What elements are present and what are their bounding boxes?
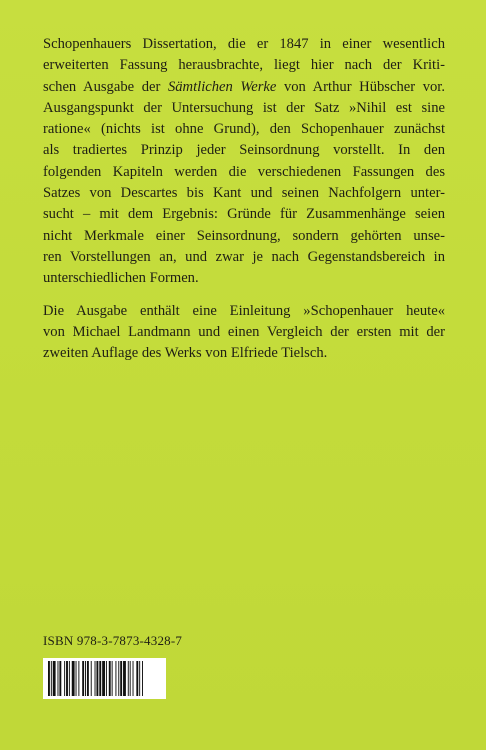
text-line [43,226,445,247]
text-line [43,119,445,140]
text-run: als tradiertes Prinzip jeder Seinsordnung vorstellt. In den [43,142,445,159]
barcode-bar [69,661,70,696]
text-run: ren Vorstellungen an, und zwar je nach Gegenstandsbereich in [43,248,445,265]
barcode-bar [96,661,98,696]
text-run: folgenden Kapiteln werden die verschiedenen Fassungen des [43,163,445,180]
text-run: erweiterten Fassung herausbrachte, liegt hier nach der Kriti- [43,57,445,74]
barcode-bar [58,661,59,696]
barcode-bar [82,661,84,696]
text-run: zweiten Auflage des Werks von Elfriede Tielsch. [43,345,328,362]
isbn-barcode [43,658,166,699]
barcode-bar [139,661,140,696]
barcode-bar [142,661,143,696]
barcode-bar [95,661,96,696]
text-line [43,55,445,76]
blurb-paragraph [43,34,445,290]
text-line [43,34,445,55]
text-run: Die Ausgabe enthält eine Einleitung »Schopenhauer heute« [43,302,445,319]
barcode-bar [48,661,50,696]
barcode-bar [128,661,129,696]
text-run: ratione« (nichts ist ohne Grund), den Schopenhauer zunächst [43,121,445,138]
barcode-bar [66,661,68,696]
text-run: Ausgangspunkt der Untersuchung ist der Satz »Nihil est sine [43,99,445,116]
barcode-bar [120,661,122,696]
barcode-bar [106,661,107,696]
text-line [43,268,445,289]
blurb-paragraph [43,301,445,365]
barcode-bar [85,661,86,696]
barcode-bar [53,661,56,696]
barcode-graphic [43,658,166,699]
barcode-bar [51,661,52,696]
barcode-bar [87,661,89,696]
barcode-bar [133,661,134,696]
barcode-bar [115,661,116,696]
barcode-bar [99,661,101,696]
text-line [43,247,445,268]
text-line [43,98,445,119]
text-run: nicht Merkmale einer Seinsordnung, sondern gehörten unse- [43,227,445,244]
text-run: von Michael Landmann und einen Vergleich der ersten mit der [43,323,445,340]
barcode-bar [118,661,119,696]
text-line [43,301,445,322]
barcode-bar [109,661,111,696]
text-line [43,140,445,161]
barcode-bar [91,661,92,696]
text-run: schen Ausgabe der [43,78,168,95]
barcode-bar [136,661,138,696]
text-run: Satzes von Descartes bis Kant und seinen Nachfolgern unter- [43,185,445,202]
barcode-bar [78,661,79,696]
isbn-number: ISBN 978-3-7873-4328-7 [43,633,183,648]
text-run: sucht – mit dem Ergebnis: Gründe für Zusammenhänge seien [43,206,445,223]
text-line [43,343,445,364]
barcode-bar [130,661,131,696]
text-run: unterschiedlichen Formen. [43,270,199,287]
barcode-bar [64,661,65,696]
barcode-bar [76,661,77,696]
italic-title: Sämtlichen Werke [167,78,277,95]
barcode-bar [72,661,75,696]
barcode-bar [59,661,61,696]
text-line [43,204,445,225]
barcode-bar [102,661,105,696]
barcode-bar [112,661,113,696]
text-line [43,77,445,98]
text-run: Schopenhauers Dissertation, die er 1847 in einer wesentlich [43,36,445,52]
blurb-text [43,34,445,364]
text-line [43,162,445,183]
barcode-bar [123,661,126,696]
text-run: von Arthur Hübscher vor. [276,78,445,95]
text-line [43,183,445,204]
text-line [43,322,445,343]
